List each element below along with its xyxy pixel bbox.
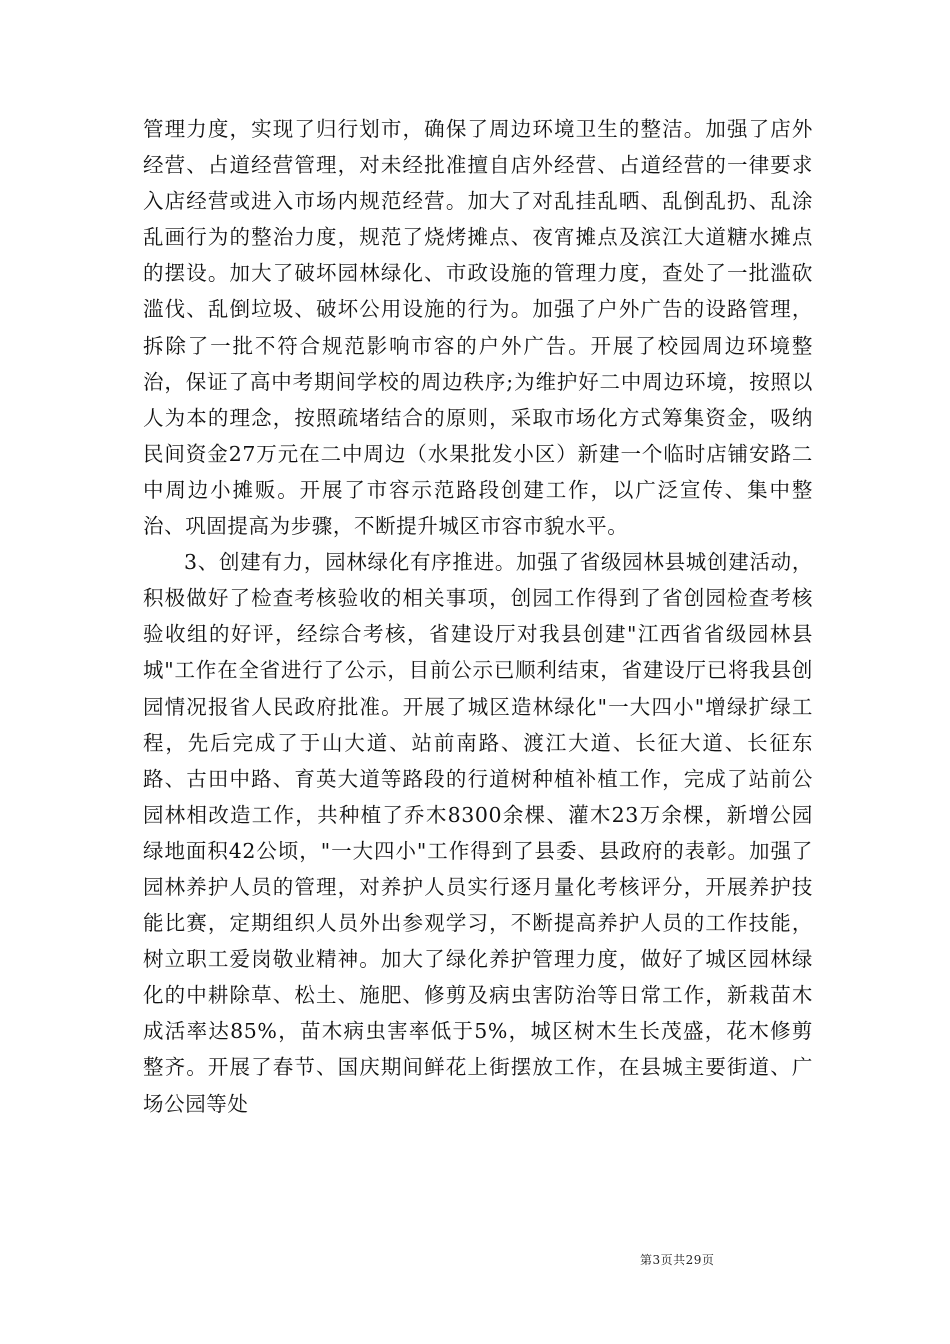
document-body — [143, 111, 813, 1122]
paragraph-1: 管理力度，实现了归行划市，确保了周边环境卫生的整洁。加强了店外经营、占道经营管理，对未经批准擅自店外经营、占道经营的一律要求入店经营或进入市场内规范经营。加大了对乱挂乱晒、乱倒乱扔、乱涂乱画行为的整治力度，规范了烧烤摊点、夜宵摊点及滨江大道糖水摊点的摆设。加大了破坏园林绿化、市政设施的管理力度，查处了一批滥砍滥伐、乱倒垃圾、破坏公用设施的行为。加强了户外广告的设路管理，拆除了一批不符合规范影响市容的户外广告。开展了校园周边环境整治，保证了高中考期间学校的周边秩序;为维护好二中周边环境，按照以人为本的理念，按照疏堵结合的原则，采取市场化方式筹集资金，吸纳民间资金27万元在二中周边（水果批发小区）新建一个临时店铺安路二中周边小摊贩。开展了市容示范路段创建工作，以广泛宣传、集中整治、巩固提高为步骤，不断提升城区市容市貌水平。 — [143, 117, 813, 539]
paragraph-2: 3、创建有力，园林绿化有序推进。加强了省级园林县城创建活动，积极做好了检查考核验收的相关事项，创园工作得到了省创园检查考核验收组的好评，经综合考核，省建设厅对我县创建"江西省省级园林县城"工作在全省进行了公示，目前公示已顺利结束，省建设厅已将我县创园情况报省人民政府批准。开展了城区造林绿化"一大四小"增绿扩绿工程，先后完成了于山大道、站前南路、渡江大道、长征大道、长征东路、古田中路、育英大道等路段的行道树种植补植工作，完成了站前公园林相改造工作，共种植了乔木8300余棵、灌木23万余棵，新增公园绿地面积42公顷，"一大四小"工作得到了县委、县政府的表彰。加强了园林养护人员的管理，对养护人员实行逐月量化考核评分，开展养护技能比赛，定期组织人员外出参观学习，不断提高养护人员的工作技能，树立职工爱岗敬业精神。加大了绿化养护管理力度，做好了城区园林绿化的中耕除草、松土、施肥、修剪及病虫害防治等日常工作，新栽苗木成活率达85%，苗木病虫害率低于5%，城区树木生长茂盛，花木修剪整齐。开展了春节、国庆期间鲜花上街摆放工作，在县城主要街道、广场公园等处 — [143, 550, 813, 1116]
page-number-footer: 第3页共29页 — [640, 1253, 715, 1267]
